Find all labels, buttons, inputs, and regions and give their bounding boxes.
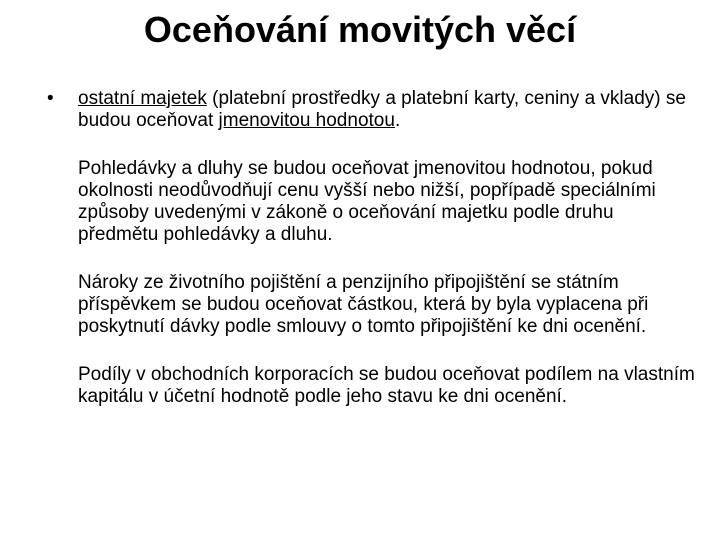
slide-body — [47, 88, 697, 408]
bullet-item-ostatni-majetek — [47, 88, 697, 132]
bullet-text-part-2: . — [394, 110, 401, 131]
underlined-term-ostatni-majetek: ostatní majetek — [78, 88, 207, 109]
paragraph-pohledavky: Pohledávky a dluhy se budou oceňovat jmenovitou hodnotou, pokud okolnosti neodůvodňují cenu vyšší nebo nižší, popřípadě speciálními způsoby uvedenými v zákoně o oceňování majetku podle druhu předmětu pohledávky a dluhu. — [78, 158, 656, 245]
bullet-icon: • — [47, 88, 54, 109]
underlined-term-jmenovita-hodnota: jmenovitou hodnotou — [218, 110, 395, 131]
paragraph-podily: Podíly v obchodních korporacích se budou oceňovat podílem na vlastním kapitálu v účetní hodnotě podle jeho stavu ke dni ocenění. — [78, 364, 695, 407]
bullet-text-part-1: (platební prostředky a platební karty, ceniny a vklady) se budou oceňovat — [78, 88, 686, 131]
slide-title: Oceňování movitých věcí — [143, 9, 577, 50]
paragraph-naroky: Nároky ze životního pojištění a penzijního připojištění se státním příspěvkem se budou oceňovat částkou, která by byla vyplacena při poskytnutí dávky podle smlouvy o tomto připojištění ke dni ocenění. — [78, 272, 649, 337]
